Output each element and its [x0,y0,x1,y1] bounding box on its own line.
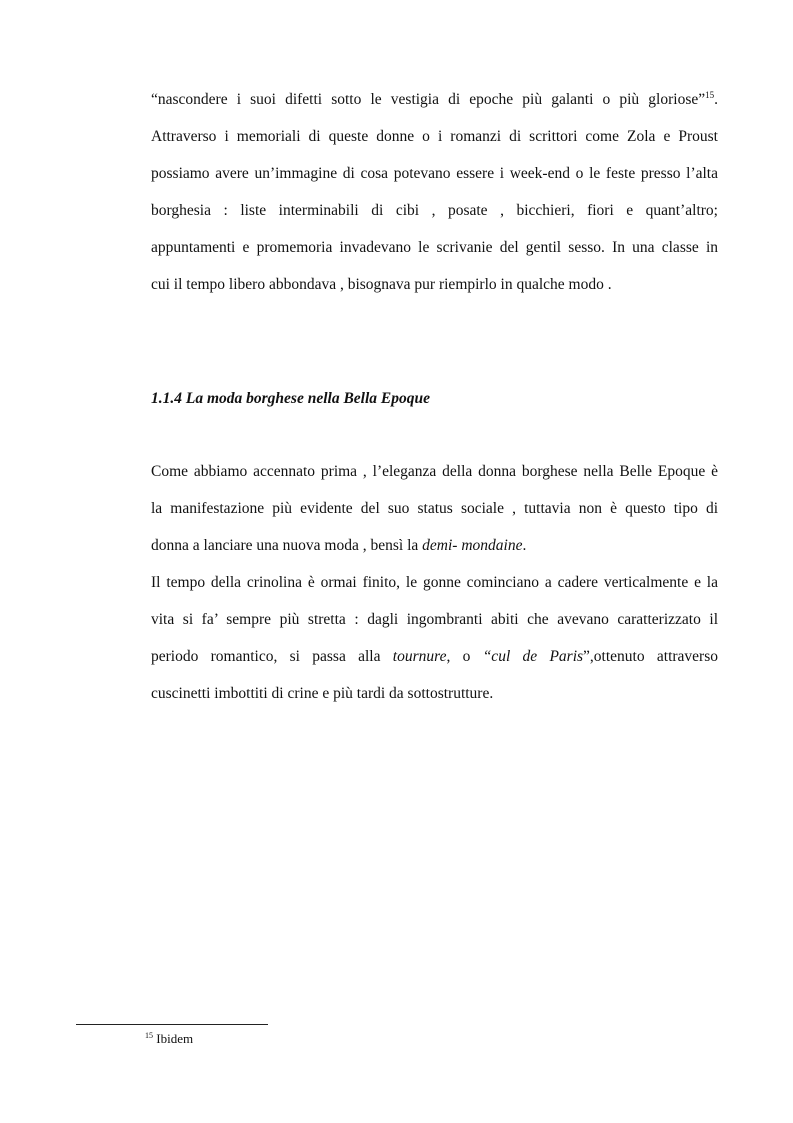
italic-term: “cul de Paris [482,648,584,665]
text-span: . [714,91,718,108]
text-span: ”,ottenuto attraverso [583,648,718,665]
text-line [151,536,718,573]
text-line: vita si fa’ sempre più stretta : dagli ingombranti abiti che avevano caratterizzato il [151,611,718,628]
text-line: la manifestazione più evidente del suo status sociale , tuttavia non è questo tipo di [151,500,718,517]
text-line: cui il tempo libero abbondava , bisognava pur riempirlo in qualche modo . [151,276,612,293]
text-line: Attraverso i memoriali di queste donne o i romanzi di scrittori come Zola e Proust [151,128,718,145]
paragraph-3 [151,573,718,721]
text-line: possiamo avere un’immagine di cosa potevano essere i week-end o le feste presso l’alta [151,165,718,182]
italic-term: demi- mondaine [422,537,523,554]
text-line: borghesia : liste interminabili di cibi , posate , bicchieri, fiori e quant’altro; [151,202,718,219]
text-span: , o [446,648,483,665]
text-span: . [522,537,527,554]
footnote-reference: 15 [705,90,715,100]
text-line [151,90,718,127]
footnote-separator [76,1024,268,1025]
text-line: Come abbiamo accennato prima , l’eleganza della donna borghese nella Belle Epoque è [151,463,718,480]
text-line: appuntamenti e promemoria invadevano le scrivanie del gentil sesso. In una classe in [151,239,718,256]
text-line: Il tempo della crinolina è ormai finito, le gonne cominciano a cadere verticalmente e la [151,574,718,591]
footnote-text: Ibidem [153,1031,194,1046]
footnote [145,1030,193,1048]
paragraph-1 [151,90,718,312]
text-span: donna a lanciare una nuova moda , bensì la [151,537,423,554]
section-heading: 1.1.4 La moda borghese nella Bella Epoque [151,390,430,407]
text-span: “nascondere i suoi difetti sotto le vestigia di epoche più galanti o più gloriose” [151,91,706,108]
text-line [151,647,718,684]
italic-term: tournure [392,648,447,665]
text-span: periodo romantico, si passa alla [151,648,393,665]
text-line: cuscinetti imbottiti di crine e più tardi da sottostrutture. [151,685,494,702]
footnote-number: 15 [145,1031,153,1040]
paragraph-2 [151,462,718,573]
